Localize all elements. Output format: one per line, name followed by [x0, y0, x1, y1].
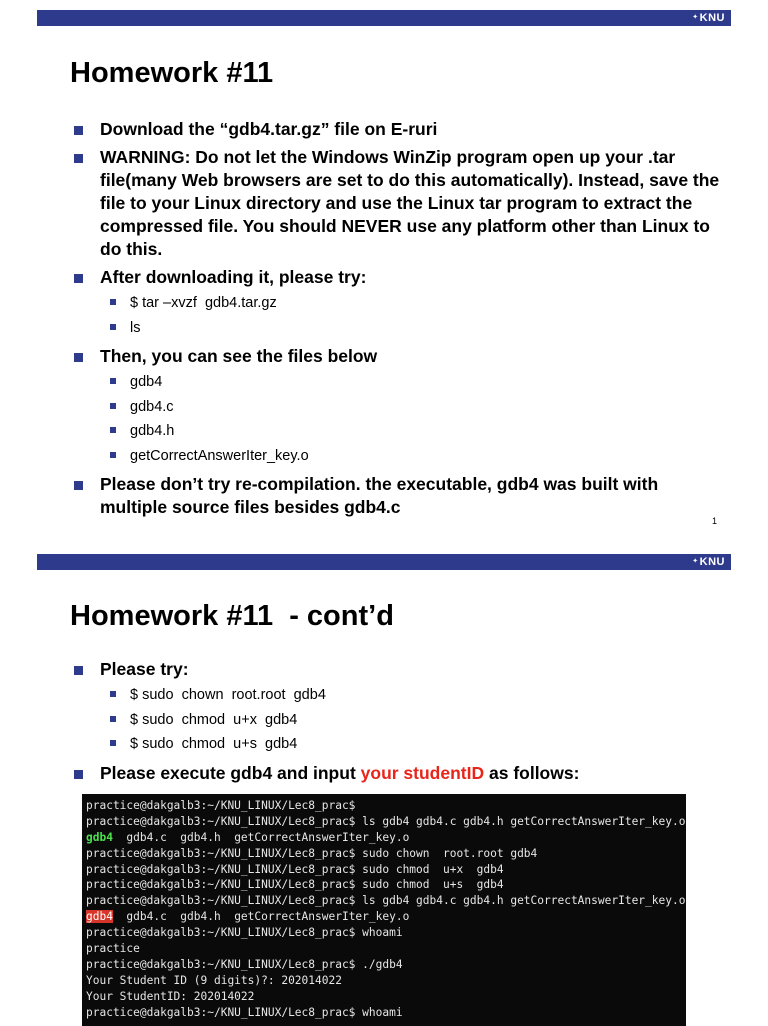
executable-name: gdb4	[86, 830, 113, 844]
small-square-bullet-icon	[110, 691, 116, 697]
bullet-text: Then, you can see the files below	[100, 346, 378, 366]
sub-bullet-item: $ tar –xvzf gdb4.tar.gz	[100, 291, 722, 316]
square-bullet-icon	[74, 481, 83, 490]
sub-bullet-item: gdb4	[100, 370, 722, 395]
sub-bullet-item: $ sudo chmod u+s gdb4	[100, 732, 722, 757]
sub-bullet-item: $ sudo chmod u+x gdb4	[100, 708, 722, 733]
terminal-line: gdb4 gdb4.c gdb4.h getCorrectAnswerIter_key.o	[86, 910, 410, 924]
square-bullet-icon	[74, 126, 83, 135]
small-square-bullet-icon	[110, 378, 116, 384]
page-number: 1	[712, 516, 718, 526]
small-square-bullet-icon	[110, 740, 116, 746]
bullet-list	[72, 658, 722, 790]
terminal-line: Your StudentID: 202014022	[86, 989, 255, 1003]
star-icon: ✦	[692, 14, 699, 21]
square-bullet-icon	[74, 770, 83, 779]
small-square-bullet-icon	[110, 427, 116, 433]
bullet-text: WARNING: Do not let the Windows WinZip program open up your .tar file(many Web browsers are set to do this automatically). Instead, save the file to your Linux directory and use the Linux tar program to extract the compressed file. You should NEVER use any platform other than Linux to do this.	[100, 147, 720, 259]
terminal-line: Your Student ID (9 digits)?: 202014022	[86, 973, 342, 987]
highlighted-text: your studentID	[360, 762, 485, 783]
square-bullet-icon	[74, 274, 83, 283]
bullet-text: Please try:	[100, 659, 189, 679]
bullet-item	[72, 146, 722, 261]
square-bullet-icon	[74, 154, 83, 163]
sub-bullet-item: ls	[100, 316, 722, 341]
terminal-line: practice@dakgalb3:~/KNU_LINUX/Lec8_prac$	[86, 799, 356, 812]
terminal-screenshot	[82, 794, 686, 1026]
terminal-line: practice@dakgalb3:~/KNU_LINUX/Lec8_prac$ sudo chmod u+x gdb4	[86, 862, 504, 876]
sub-bullet-item: gdb4.h	[100, 419, 722, 444]
terminal-line: practice@dakgalb3:~/KNU_LINUX/Lec8_prac$ whoami	[86, 926, 403, 940]
small-square-bullet-icon	[110, 716, 116, 722]
sub-bullet-list	[100, 370, 722, 468]
bullet-item	[72, 266, 722, 340]
knu-logo: ✦KNU	[692, 556, 725, 568]
square-bullet-icon	[74, 666, 83, 675]
terminal-line: practice@dakgalb3:~/KNU_LINUX/Lec8_prac$ ls gdb4 gdb4.c gdb4.h getCorrectAnswerIter_key.o	[86, 894, 686, 908]
bullet-item	[72, 118, 722, 141]
sub-bullet-list	[100, 291, 722, 340]
terminal-line: practice@dakgalb3:~/KNU_LINUX/Lec8_prac$ sudo chown root.root gdb4	[86, 846, 538, 860]
sub-bullet-item: getCorrectAnswerIter_key.o	[100, 444, 722, 469]
slide-title: Homework #11	[70, 57, 274, 89]
terminal-line: practice@dakgalb3:~/KNU_LINUX/Lec8_prac$ ./gdb4	[86, 957, 403, 971]
setuid-executable-name: gdb4	[86, 910, 113, 924]
terminal-line: practice	[86, 942, 140, 956]
terminal-line: practice@dakgalb3:~/KNU_LINUX/Lec8_prac$ sudo chmod u+s gdb4	[86, 878, 504, 892]
bullet-list	[72, 118, 722, 524]
terminal-line: practice@dakgalb3:~/KNU_LINUX/Lec8_prac$ ls gdb4 gdb4.c gdb4.h getCorrectAnswerIter_key.o	[86, 814, 686, 828]
sub-bullet-item: gdb4.c	[100, 395, 722, 420]
sub-bullet-list	[100, 683, 722, 757]
small-square-bullet-icon	[110, 403, 116, 409]
header-bar	[37, 10, 731, 26]
terminal-line: practice@dakgalb3:~/KNU_LINUX/Lec8_prac$ whoami	[86, 1005, 403, 1019]
bullet-text: Please execute gdb4 and input your studentID as follows:	[100, 762, 580, 783]
slide-2	[0, 548, 768, 1024]
small-square-bullet-icon	[110, 324, 116, 330]
sub-bullet-item: $ sudo chown root.root gdb4	[100, 683, 722, 708]
header-bar	[37, 554, 731, 570]
bullet-item	[72, 762, 722, 785]
small-square-bullet-icon	[110, 452, 116, 458]
bullet-text: After downloading it, please try:	[100, 267, 367, 287]
square-bullet-icon	[74, 353, 83, 362]
bullet-item	[72, 473, 722, 519]
bullet-text: Download the “gdb4.tar.gz” file on E-ruri	[100, 119, 438, 139]
slide-title: Homework #11 - cont’d	[70, 600, 394, 632]
terminal-line: gdb4 gdb4.c gdb4.h getCorrectAnswerIter_key.o	[86, 830, 410, 844]
star-icon: ✦	[692, 558, 699, 565]
small-square-bullet-icon	[110, 299, 116, 305]
bullet-item	[72, 345, 722, 468]
bullet-text: Please don’t try re-compilation. the executable, gdb4 was built with multiple source files besides gdb4.c	[100, 474, 659, 517]
knu-logo: ✦KNU	[692, 12, 725, 24]
bullet-item	[72, 658, 722, 757]
